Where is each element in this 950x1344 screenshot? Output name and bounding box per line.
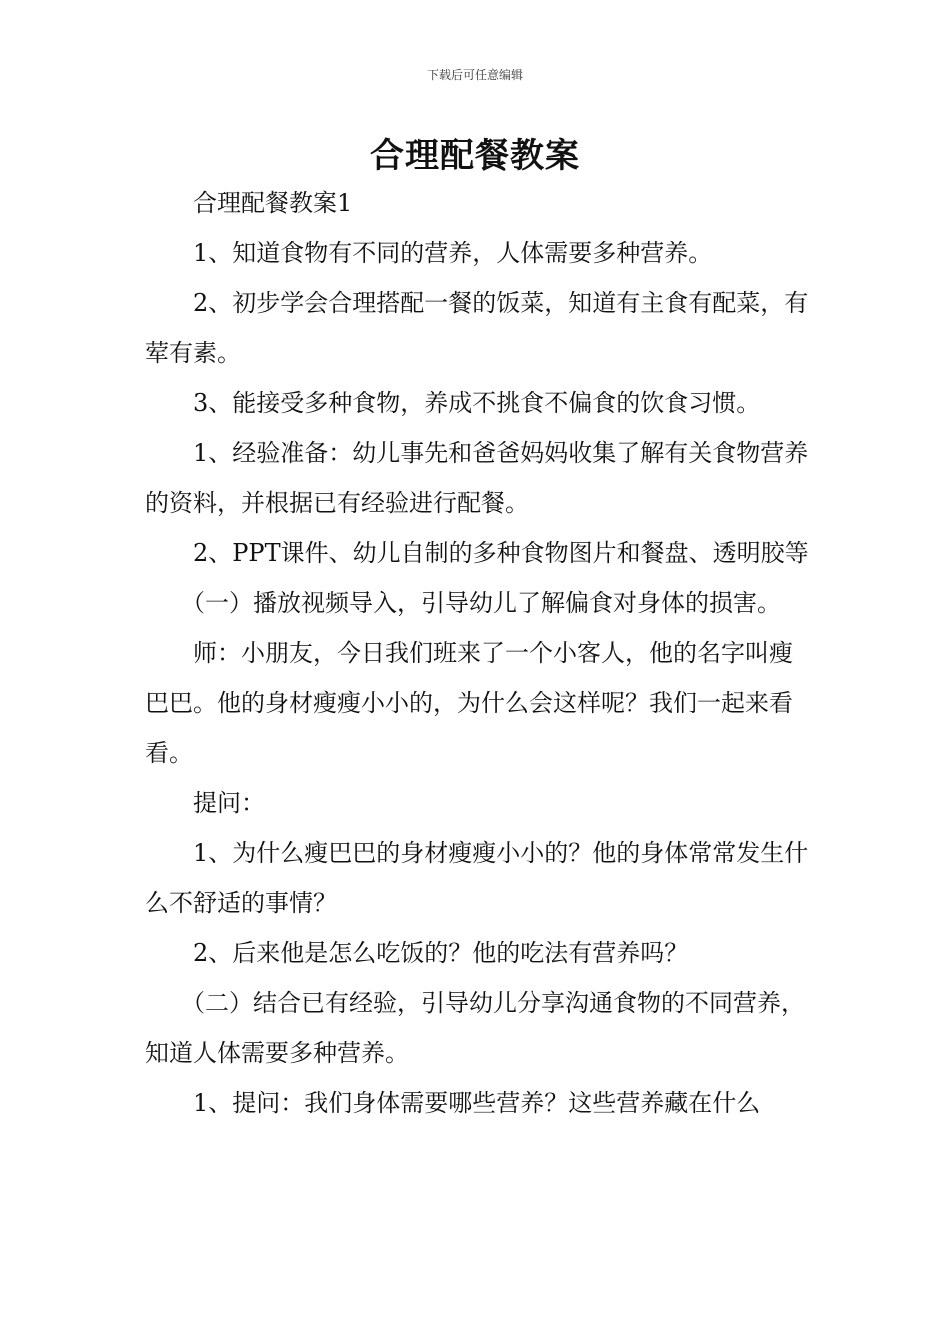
paragraph-goal-2: 2、初步学会合理搭配一餐的饭菜，知道有主食有配菜，有荤有素。 [145, 289, 809, 367]
document-title: 合理配餐教案 [370, 136, 580, 176]
page-header-note: 下载后可任意编辑 [426, 68, 523, 82]
paragraph-subtitle: 合理配餐教案1 [193, 189, 353, 217]
paragraph-question-1: 1、为什么瘦巴巴的身材瘦瘦小小的？他的身体常常发生什么不舒适的事情？ [145, 839, 809, 917]
paragraph-ask-1: 1、提问：我们身体需要哪些营养？这些营养藏在什么 [193, 1089, 761, 1117]
document-body [145, 178, 809, 1128]
paragraph-goal-3: 3、能接受多种食物，养成不挑食不偏食的饮食习惯。 [193, 389, 761, 417]
paragraph-prep-2: 2、PPT课件、幼儿自制的多种食物图片和餐盘、透明胶等 [193, 539, 809, 567]
paragraph-goal-1: 1、知道食物有不同的营养，人体需要多种营养。 [193, 239, 713, 267]
paragraph-step-1: （一）播放视频导入，引导幼儿了解偏食对身体的损害。 [181, 589, 781, 617]
paragraph-prep-1: 1、经验准备：幼儿事先和爸爸妈妈收集了解有关食物营养的资料，并根据已有经验进行配餐。 [145, 439, 809, 517]
paragraph-question-label: 提问： [193, 789, 265, 817]
paragraph-question-2: 2、后来他是怎么吃饭的？他的吃法有营养吗？ [193, 939, 689, 967]
paragraph-teacher: 师：小朋友，今日我们班来了一个小客人，他的名字叫瘦巴巴。他的身材瘦瘦小小的，为什么会这样呢？我们一起来看看。 [145, 639, 793, 767]
paragraph-step-2: （二）结合已有经验，引导幼儿分享沟通食物的不同营养，知道人体需要多种营养。 [145, 989, 805, 1067]
